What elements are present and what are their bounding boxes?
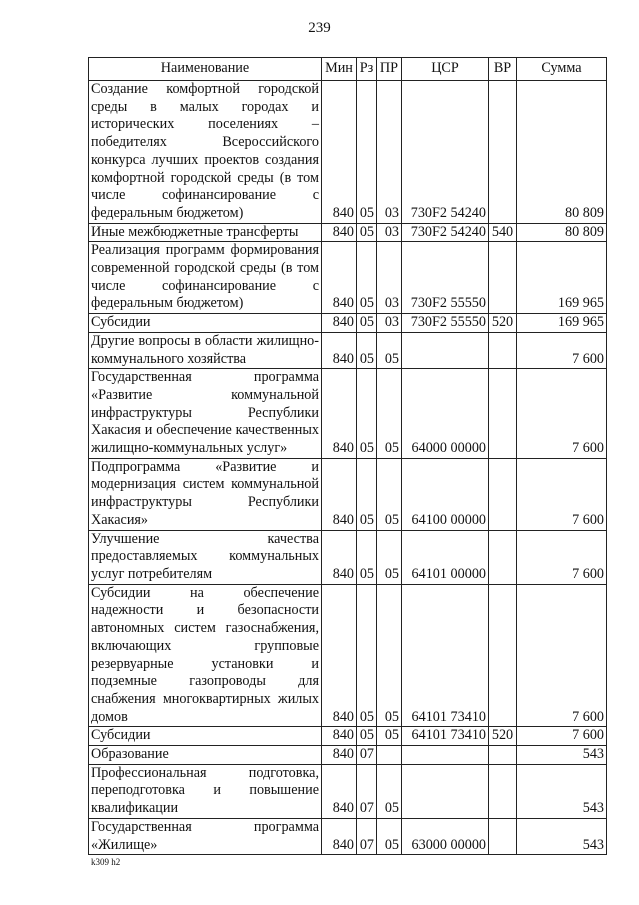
row-pr: 05 <box>377 458 402 530</box>
row-pr: 03 <box>377 223 402 242</box>
row-vr: 540 <box>489 223 517 242</box>
row-name: Другие вопросы в области жилищно-коммунального хозяйства <box>89 332 322 368</box>
row-pr: 05 <box>377 764 402 818</box>
row-min: 840 <box>322 369 357 459</box>
row-sum: 169 965 <box>517 242 607 314</box>
table-row <box>89 458 607 530</box>
table-row <box>89 530 607 584</box>
row-name: Образование <box>89 746 322 765</box>
row-vr <box>489 332 517 368</box>
row-rz: 07 <box>357 818 377 854</box>
row-name: Улучшение качества предоставляемых коммунальных услуг потребителям <box>89 530 322 584</box>
row-min: 840 <box>322 818 357 854</box>
row-csr: 64101 00000 <box>402 530 489 584</box>
row-min: 840 <box>322 314 357 333</box>
row-pr: 05 <box>377 369 402 459</box>
row-csr: 64101 73410 <box>402 584 489 727</box>
row-pr: 05 <box>377 818 402 854</box>
row-vr <box>489 584 517 727</box>
row-name: Иные межбюджетные трансферты <box>89 223 322 242</box>
row-sum: 543 <box>517 764 607 818</box>
row-csr: 730F2 55550 <box>402 314 489 333</box>
row-name: Подпрограмма «Развитие и модернизация систем коммунальной инфраструктуры Республики Хакасия» <box>89 458 322 530</box>
row-min: 840 <box>322 223 357 242</box>
row-vr <box>489 530 517 584</box>
document-code: k309 h2 <box>91 857 121 867</box>
table-row <box>89 81 607 224</box>
row-rz: 05 <box>357 314 377 333</box>
row-sum: 7 600 <box>517 458 607 530</box>
header-pr: ПР <box>377 58 402 81</box>
page-number: 239 <box>308 20 331 36</box>
header-name: Наименование <box>89 58 322 81</box>
row-min: 840 <box>322 332 357 368</box>
row-pr: 03 <box>377 242 402 314</box>
row-pr: 05 <box>377 530 402 584</box>
row-name: Субсидии <box>89 314 322 333</box>
row-min: 840 <box>322 727 357 746</box>
table-row <box>89 746 607 765</box>
table-row <box>89 314 607 333</box>
row-rz: 05 <box>357 81 377 224</box>
row-rz: 05 <box>357 727 377 746</box>
header-csr: ЦСР <box>402 58 489 81</box>
row-rz: 07 <box>357 746 377 765</box>
row-pr: 03 <box>377 314 402 333</box>
row-sum: 80 809 <box>517 223 607 242</box>
row-name: Профессиональная подготовка, переподготовка и повышение квалификации <box>89 764 322 818</box>
row-csr <box>402 764 489 818</box>
row-name: Реализация программ формирования современной городской среды (в том числе софинансирование с федеральным бюджетом) <box>89 242 322 314</box>
row-csr <box>402 746 489 765</box>
row-name: Создание комфортной городской среды в малых городах и исторических поселениях – победителях Всероссийского конкурса лучших проектов создания комфортной городской среды (в том числе софинансирование с федеральным бюджетом) <box>89 81 322 224</box>
row-pr <box>377 746 402 765</box>
row-csr: 730F2 54240 <box>402 223 489 242</box>
row-csr <box>402 332 489 368</box>
row-name: Государственная программа «Жилище» <box>89 818 322 854</box>
row-sum: 7 600 <box>517 332 607 368</box>
row-rz: 05 <box>357 242 377 314</box>
table-row <box>89 369 607 459</box>
table-row <box>89 727 607 746</box>
header-sum: Сумма <box>517 58 607 81</box>
row-rz: 05 <box>357 369 377 459</box>
row-rz: 05 <box>357 458 377 530</box>
row-csr: 730F2 55550 <box>402 242 489 314</box>
row-sum: 543 <box>517 746 607 765</box>
row-sum: 543 <box>517 818 607 854</box>
row-name: Субсидии на обеспечение надежности и безопасности автономных систем газоснабжения, включающих групповые резервуарные установки и подземные газопроводы для снабжения многоквартирных жилых домов <box>89 584 322 727</box>
table-row <box>89 584 607 727</box>
row-csr: 730F2 54240 <box>402 81 489 224</box>
row-vr: 520 <box>489 314 517 333</box>
header-rz: Рз <box>357 58 377 81</box>
table-body <box>89 81 607 855</box>
row-vr: 520 <box>489 727 517 746</box>
row-sum: 169 965 <box>517 314 607 333</box>
row-sum: 7 600 <box>517 584 607 727</box>
table-row <box>89 332 607 368</box>
table-row <box>89 223 607 242</box>
row-pr: 03 <box>377 81 402 224</box>
row-min: 840 <box>322 746 357 765</box>
row-rz: 05 <box>357 530 377 584</box>
row-csr: 64101 73410 <box>402 727 489 746</box>
row-vr <box>489 458 517 530</box>
row-name: Субсидии <box>89 727 322 746</box>
row-vr <box>489 242 517 314</box>
row-sum: 80 809 <box>517 81 607 224</box>
table-row <box>89 818 607 854</box>
row-min: 840 <box>322 458 357 530</box>
row-sum: 7 600 <box>517 727 607 746</box>
row-csr: 64100 00000 <box>402 458 489 530</box>
row-pr: 05 <box>377 584 402 727</box>
header-vr: ВР <box>489 58 517 81</box>
row-vr <box>489 746 517 765</box>
row-vr <box>489 764 517 818</box>
row-rz: 05 <box>357 584 377 727</box>
row-pr: 05 <box>377 332 402 368</box>
row-min: 840 <box>322 81 357 224</box>
row-sum: 7 600 <box>517 530 607 584</box>
row-min: 840 <box>322 584 357 727</box>
row-name: Государственная программа «Развитие коммунальной инфраструктуры Республики Хакасия и обеспечение качественных жилищно-коммунальных услуг» <box>89 369 322 459</box>
row-csr: 63000 00000 <box>402 818 489 854</box>
row-rz: 07 <box>357 764 377 818</box>
header-min: Мин <box>322 58 357 81</box>
row-min: 840 <box>322 764 357 818</box>
row-min: 840 <box>322 530 357 584</box>
table-row <box>89 242 607 314</box>
table-row <box>89 764 607 818</box>
row-rz: 05 <box>357 332 377 368</box>
row-vr <box>489 81 517 224</box>
budget-table <box>88 57 607 855</box>
row-min: 840 <box>322 242 357 314</box>
row-pr: 05 <box>377 727 402 746</box>
table-header-row <box>89 58 607 81</box>
row-sum: 7 600 <box>517 369 607 459</box>
row-vr <box>489 369 517 459</box>
row-vr <box>489 818 517 854</box>
row-rz: 05 <box>357 223 377 242</box>
row-csr: 64000 00000 <box>402 369 489 459</box>
